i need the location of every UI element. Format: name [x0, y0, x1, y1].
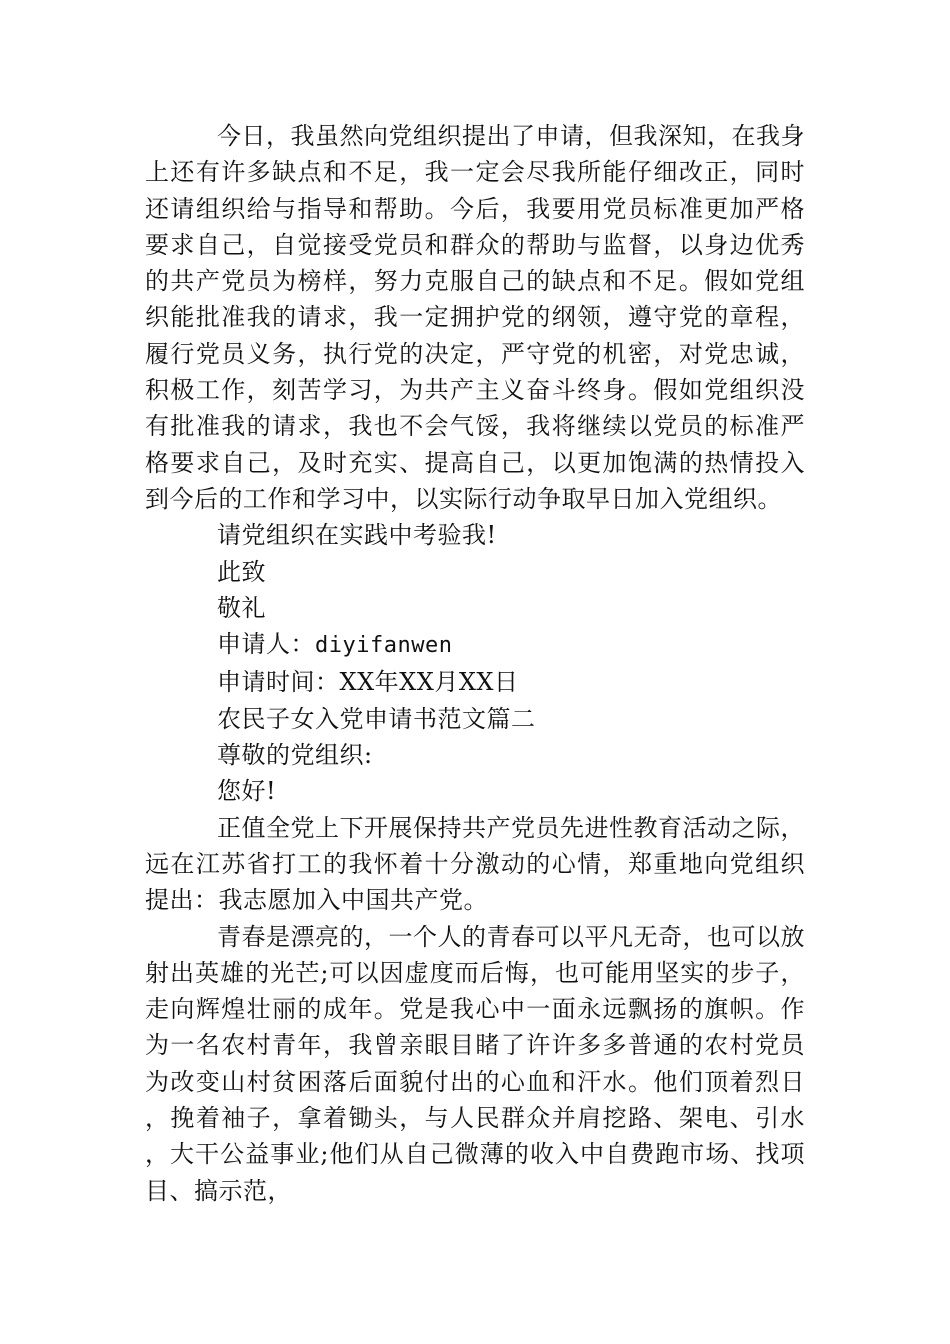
document-body — [145, 118, 805, 1209]
salutation-jingli: 敬礼 — [217, 593, 266, 622]
paragraph-declaration: 正值全党上下开展保持共产党员先进性教育活动之际，远在江苏省打工的我怀着十分激动的心情，郑重地向党组织提出：我志愿加入中国共产党。 — [145, 813, 805, 915]
applicant-name: diyifanwen — [315, 633, 453, 659]
closing-request: 请党组织在实践中考验我! — [217, 521, 497, 550]
greeting: 尊敬的党组织: — [217, 741, 373, 770]
section-title: 农民子女入党申请书范文篇二 — [217, 704, 536, 733]
applicant-line — [145, 626, 805, 664]
application-date: 申请时间：XX年XX月XX日 — [217, 668, 519, 697]
salutation-cizhi: 此致 — [217, 557, 266, 586]
paragraph-youth: 青春是漂亮的，一个人的青春可以平凡无奇，也可以放射出英雄的光芒;可以因虚度而后悔，也可能用坚实的步子，走向辉煌壮丽的成年。党是我心中一面永远飘扬的旗帜。作为一名农村青年，我曾亲眼目睹了许许多多普通的农村党员为改变山村贫困落后面貌付出的心血和汗水。他们顶着烈日，挽着袖子，拿着锄头，与人民群众并肩挖路、架电、引水，大干公益事业;他们从自己微薄的收入中自费跑市场、找项目、搞示范， — [145, 922, 805, 1205]
paragraph-commitment: 今日，我虽然向党组织提出了申请，但我深知，在我身上还有许多缺点和不足，我一定会尽我所能仔细改正，同时还请组织给与指导和帮助。今后，我要用党员标准更加严格要求自己，自觉接受党员和群众的帮助与监督，以身边优秀的共产党员为榜样，努力克服自己的缺点和不足。假如党组织能批准我的请求，我一定拥护党的纲领，遵守党的章程，履行党员义务，执行党的决定，严守党的机密，对党忠诚，积极工作，刻苦学习，为共产主义奋斗终身。假如党组织没有批准我的请求，我也不会气馁，我将继续以党员的标准严格要求自己，及时充实、提高自己，以更加饱满的热情投入到今后的工作和学习中，以实际行动争取早日加入党组织。 — [145, 122, 805, 513]
hello: 您好! — [217, 777, 277, 806]
applicant-label: 申请人： — [217, 630, 315, 659]
